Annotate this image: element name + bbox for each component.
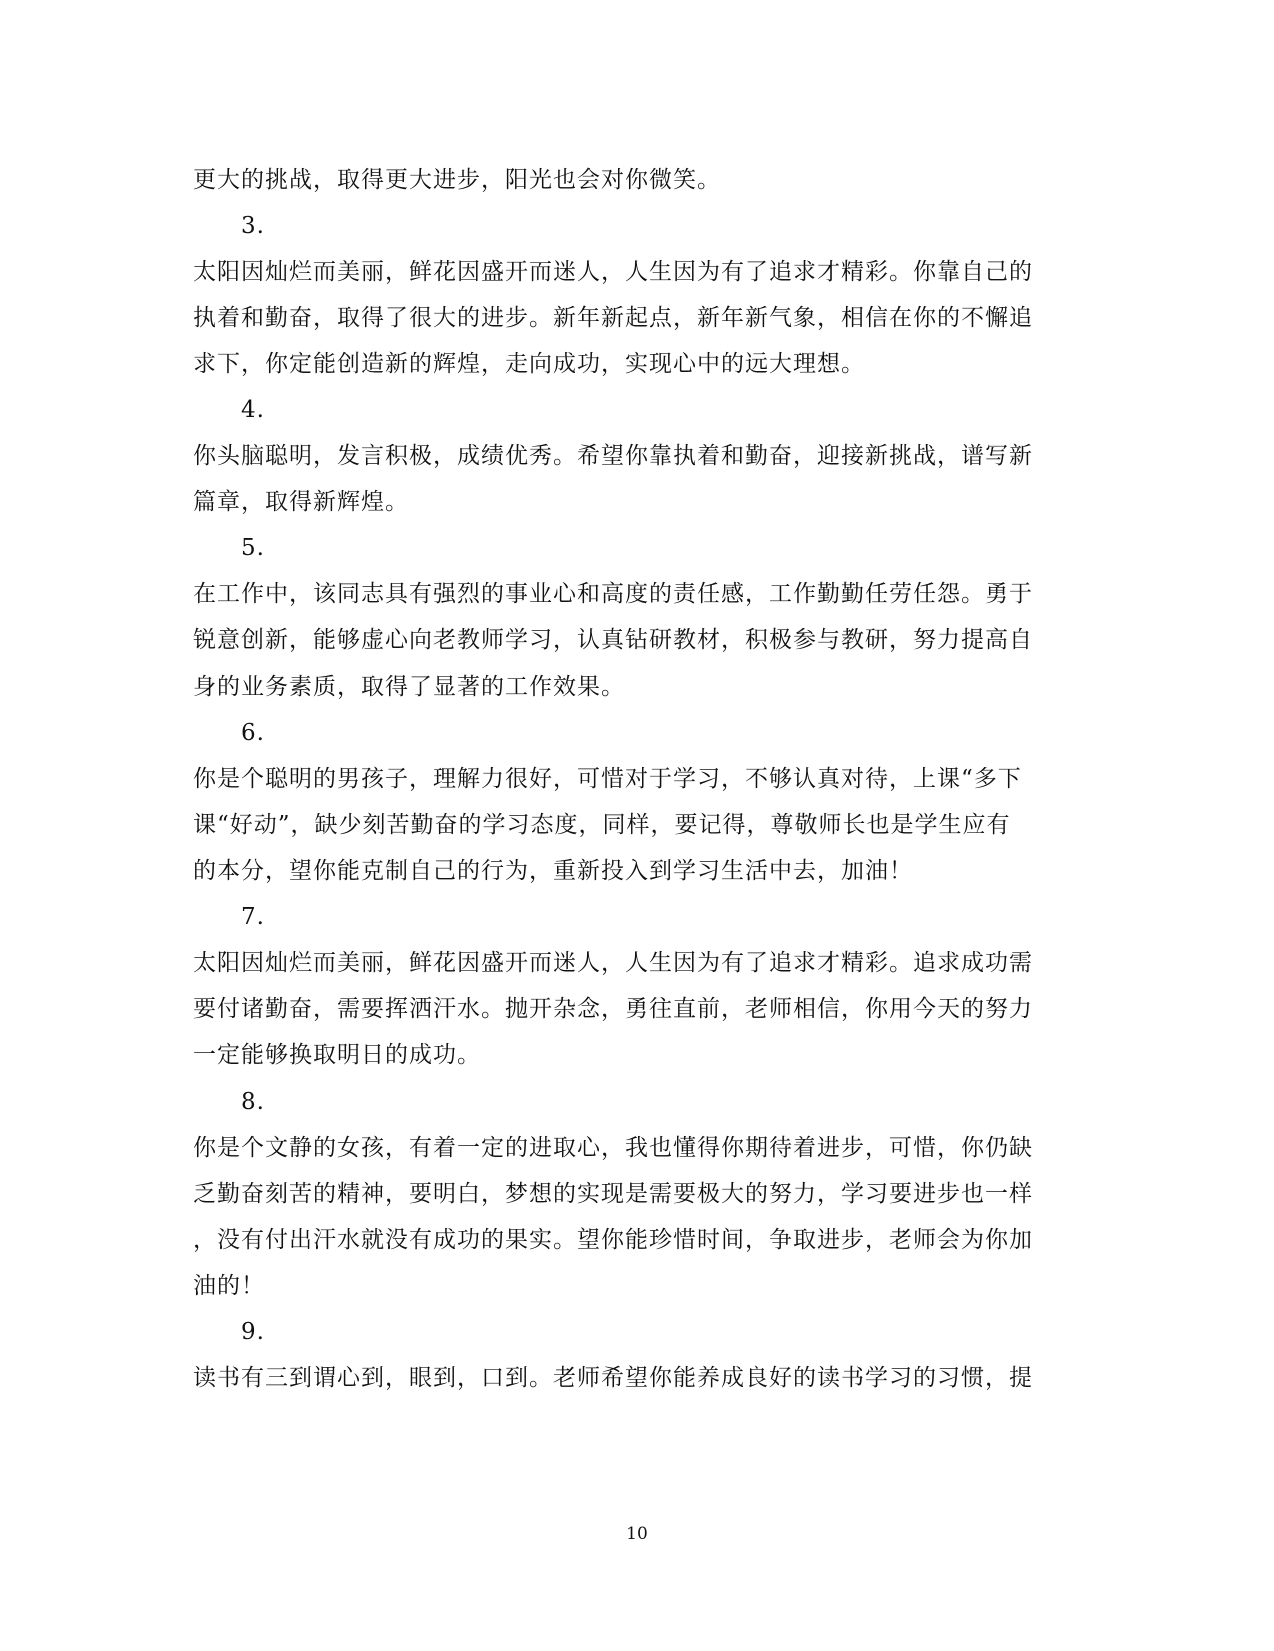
text-line: 锐意创新，能够虚心向老教师学习，认真钻研教材，积极参与教研，努力提高自: [193, 627, 1033, 653]
text-line: 执着和勤奋，取得了很大的进步。新年新起点，新年新气象，相信在你的不懈追: [193, 305, 1033, 331]
text-line: 篇章，取得新辉煌。: [193, 489, 409, 515]
item-number: 4.: [241, 397, 265, 423]
text-line: 一定能够换取明日的成功。: [193, 1042, 481, 1068]
text-line: 太阳因灿烂而美丽，鲜花因盛开而迷人，人生因为有了追求才精彩。追求成功需: [193, 950, 1033, 976]
text-line: 更大的挑战，取得更大进步，阳光也会对你微笑。: [193, 167, 721, 193]
text-line: 的本分，望你能克制自己的行为，重新投入到学习生活中去，加油！: [193, 858, 913, 884]
text-line: ，没有付出汗水就没有成功的果实。望你能珍惜时间，争取进步，老师会为你加: [193, 1227, 1033, 1253]
text-line: 你是个文静的女孩，有着一定的进取心，我也懂得你期待着进步，可惜，你仍缺: [193, 1135, 1033, 1161]
text-line: 太阳因灿烂而美丽，鲜花因盛开而迷人，人生因为有了追求才精彩。你靠自己的: [193, 259, 1033, 285]
item-number: 6.: [241, 720, 265, 746]
text-line: 乏勤奋刻苦的精神，要明白，梦想的实现是需要极大的努力，学习要进步也一样: [193, 1181, 1033, 1207]
item-number: 3.: [241, 213, 265, 239]
item-number: 9.: [241, 1319, 265, 1345]
page-number: 10: [626, 1524, 648, 1544]
item-number: 5.: [241, 535, 265, 561]
text-line: 读书有三到谓心到，眼到，口到。老师希望你能养成良好的读书学习的习惯，提: [193, 1365, 1033, 1391]
item-number: 7.: [241, 904, 265, 930]
text-line: 课“好动”，缺少刻苦勤奋的学习态度，同样，要记得，尊敬师长也是学生应有: [193, 812, 1011, 838]
text-line: 求下，你定能创造新的辉煌，走向成功，实现心中的远大理想。: [193, 351, 865, 377]
text-line: 你头脑聪明，发言积极，成绩优秀。希望你靠执着和勤奋，迎接新挑战，谱写新: [193, 443, 1033, 469]
text-line: 要付诸勤奋，需要挥洒汗水。抛开杂念，勇往直前，老师相信，你用今天的努力: [193, 996, 1033, 1022]
text-line: 你是个聪明的男孩子，理解力很好，可惜对于学习，不够认真对待，上课“多下: [193, 766, 1022, 792]
text-line: 在工作中，该同志具有强烈的事业心和高度的责任感，工作勤勤任劳任怨。勇于: [193, 581, 1033, 607]
text-line: 油的！: [193, 1273, 265, 1299]
text-line: 身的业务素质，取得了显著的工作效果。: [193, 674, 625, 700]
item-number: 8.: [241, 1089, 265, 1115]
